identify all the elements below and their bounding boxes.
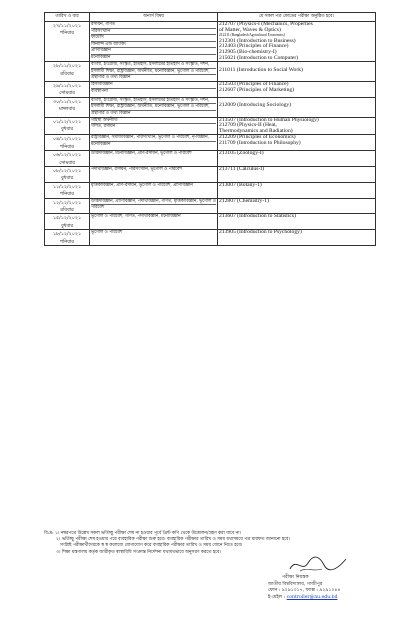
exam-code-line: 212607 (Principles of Marketing) <box>219 86 295 93</box>
exam-date: ১৮/১২/২০২১ <box>52 232 82 238</box>
exam-code-cell <box>218 62 376 82</box>
exam-code-line: 212403 (Principles of Finance) <box>219 43 289 50</box>
table-row <box>45 97 376 117</box>
exam-day: সোমবার <box>59 160 75 166</box>
exam-day: রবিবার <box>60 207 74 213</box>
honours-subject-line: গণিত, রসায়ন <box>91 124 116 130</box>
header-exam-code: যে সকল পত্র কোডের পরীক্ষা অনুষ্ঠিত হবে। <box>218 13 376 22</box>
honours-subject-line: মনোবিজ্ঞান <box>91 54 111 60</box>
exam-date: ২৮/১১/২০২১ <box>52 64 82 70</box>
exam-code-line: 212301 (Introduction to Business) <box>219 37 296 44</box>
exam-day: শনিবার <box>60 192 74 198</box>
signature-block <box>268 553 378 601</box>
exam-day: শনিবার <box>60 239 74 245</box>
honours-subject-line: গ্রন্থাগার ও তথ্য বিজ্ঞান <box>91 110 131 116</box>
date-cell <box>45 62 90 82</box>
table-row <box>45 135 376 151</box>
table-row <box>45 81 376 97</box>
exam-date: ৩০/১১/২০২১ <box>52 99 82 105</box>
table-row <box>45 214 376 230</box>
note-line: বি:দ্র: ১। নম্বরপত্রে উল্লেখ সকল ভর্তিচ্ছু পরীক্ষা শেষ না হওয়ার পূর্বে প্রিন্ট কপি থেকে উত্তোলন/গ্রহণ করা যাবে না। <box>44 531 242 536</box>
honours-subject-line: রসায়ন, গণিত <box>91 22 216 29</box>
honours-subject-line: বাংলা, ইংরেজি, সংস্কৃত, ইতিহাস, ইসলামের ইতিহাস ও সংস্কৃতি, দর্শন, <box>91 98 216 105</box>
header-honours-subject: অনার্স বিষয় <box>90 13 218 22</box>
exam-date: ১৫/১২/২০২১ <box>52 216 82 222</box>
exam-day: বুধবার <box>60 223 74 229</box>
exam-code-line: 212807 (Chemistry-1) <box>219 197 269 204</box>
exam-code-cell <box>218 230 376 246</box>
table-row <box>45 62 376 82</box>
exam-code-cell <box>218 198 376 214</box>
date-cell <box>45 97 90 117</box>
honours-subject-line: মৃত্তিকাবিজ্ঞান, প্রাণ-রসায়ন, ভূগোল ও পরিবেশ, প্রাণিবিজ্ঞান <box>91 182 193 188</box>
exam-date: ১১/১২/২০২১ <box>52 184 82 190</box>
header-date-day: তারিখ ও বার <box>45 13 90 22</box>
exam-code-line: 212707 (Physics-I (Mechanics, Properties <box>219 21 313 27</box>
exam-date: ২৭/১১/২০২১ <box>52 24 82 29</box>
exam-day: রবিবার <box>60 71 74 77</box>
honours-subject-cell <box>90 81 218 97</box>
honours-subject-line: ফিন্যান্স এন্ড ব্যাংকিং <box>91 42 216 49</box>
exam-day: বুধবার <box>60 126 74 132</box>
honours-subject-line: ইসলামী শিক্ষা, রাষ্ট্রবিজ্ঞান, অর্থনীতি, মনোবিজ্ঞান, ভূগোল ও পরিবেশ, <box>91 69 216 76</box>
exam-code-line: of Matter, Waves & Optics) <box>219 26 281 33</box>
honours-subject-cell <box>90 22 218 62</box>
honours-subject-cell <box>90 62 218 82</box>
date-cell <box>45 151 90 167</box>
exam-date: ১২/১২/২০২১ <box>52 200 82 206</box>
honours-subject-line: ভূগোল ও পরিবেশ <box>91 230 123 236</box>
exam-day: সোমবার <box>59 91 75 97</box>
exam-code-line: 213905 (Introduction to Psychology) <box>219 229 302 236</box>
exam-date: ০৪/১২/২০২১ <box>52 137 82 143</box>
exam-date: ২৯/১১/২০২১ <box>52 83 82 89</box>
honours-subject-line: ফার্মেসি <box>91 35 216 42</box>
signature-institution: জাতীয় বিশ্ববিদ্যালয়, গাজীপুর <box>268 581 323 587</box>
exam-day: বুধবার <box>60 176 74 182</box>
date-cell <box>45 166 90 182</box>
honours-subject-cell <box>90 182 218 198</box>
handwritten-signature <box>286 553 350 575</box>
signature-email-line <box>268 595 378 602</box>
exam-code-line: 213711 (Calculus-I) <box>219 165 264 172</box>
note-line: ৩। শিক্ষা মন্ত্রণালয় কর্তৃক জারীকৃত স্বাস্থ্যবিধি সংক্রান্ত নির্দেশনা যথাযথভাবে অনুসরণ করতে হবে। <box>56 549 221 555</box>
date-cell <box>45 135 90 151</box>
exam-code-cell <box>218 117 376 135</box>
honours-subject-cell <box>90 151 218 167</box>
table-header-row <box>45 13 376 22</box>
honours-subject-line: মনোবিজ্ঞান <box>91 141 111 147</box>
honours-subject-cell <box>90 117 218 135</box>
exam-code-cell <box>218 166 376 182</box>
signature-phone: ফোন : ৯২৯১০১৭, ফ্যাক্স : ৯২৯১০৪৪ <box>268 588 341 594</box>
exam-code-cell <box>218 22 376 62</box>
honours-subject-cell <box>90 230 218 246</box>
exam-code-line: 212709 (Physics-II (Heat, <box>219 122 277 129</box>
honours-subject-cell <box>90 166 218 182</box>
exam-schedule-table <box>44 12 376 246</box>
table-row <box>45 182 376 198</box>
exam-code-cell <box>218 135 376 151</box>
exam-code-line: 213507 (Introduction to Human Physiology) <box>219 116 319 123</box>
exam-code-cell <box>218 182 376 198</box>
exam-code-line: Thermodynamics and Radiation) <box>219 127 293 134</box>
exam-code-cell <box>218 97 376 117</box>
honours-subject-line: প্রাণিবিজ্ঞান <box>91 48 216 55</box>
table-row <box>45 151 376 167</box>
table-row <box>45 117 376 135</box>
date-cell <box>45 182 90 198</box>
honours-subject-line: গ্রন্থাগার ও তথ্য বিজ্ঞান <box>91 75 131 81</box>
exam-code-line: 211709 (Introduction to Philosophy) <box>219 139 301 146</box>
honours-subject-line: উদ্ভিদবিজ্ঞান, মনোবিজ্ঞান, প্রাণ-রসায়ন, ভূগোল ও পরিবেশ <box>91 151 192 157</box>
honours-subject-line: বাংলা, ইংরেজি, সংস্কৃত, ইতিহাস, ইসলামের ইতিহাস ও সংস্কৃতি, দর্শন, <box>91 62 216 69</box>
exam-code-line: 212009 (Introducing Sociology) <box>219 102 292 109</box>
exam-code-line: 213105 (Zoology-I) <box>219 150 264 157</box>
exam-code-line: 211011 (Introduction to Social Work) <box>219 66 303 73</box>
exam-code-line: 215021 (Introduction to Computer) <box>219 54 299 61</box>
date-cell <box>45 117 90 135</box>
note-line: সংশ্লিষ্ট পরীক্ষার্থীদেরকে স্ব স্ব কলেজে যোগাযোগ করে ব্যবহারিক পরীক্ষার তারিখ ও সময় জেনে নিতে হবে। <box>60 543 243 549</box>
honours-subject-line: পরিবেশ <box>91 205 105 211</box>
honours-subject-line: উদ্ভিদবিজ্ঞান, প্রাণিবিজ্ঞান, পদার্থবিজ্ঞান, গণিত, মৃত্তিকাবিজ্ঞান, ভূগোল ও <box>91 198 216 204</box>
date-cell <box>45 81 90 97</box>
honours-subject-line: ভূগোল ও পরিবেশ, গণিত, পদার্থবিজ্ঞান, মনোবিজ্ঞান <box>91 214 181 220</box>
exam-code-line: 212503 (Principles of Finance) <box>219 80 289 87</box>
signature-role: পরীক্ষা নিয়ন্ত্রক <box>282 575 309 580</box>
honours-subject-line: হিসাববিজ্ঞান <box>91 82 216 89</box>
email-label: ই-মেইল : <box>268 594 286 600</box>
table-row <box>45 198 376 214</box>
table-row <box>45 230 376 246</box>
exam-code-line: 213607 (Introduction to Statistics) <box>219 213 296 220</box>
honours-subject-line: ব্যবস্থাপনা <box>91 88 108 94</box>
email-link[interactable]: controller@nu.edu.bd <box>286 594 338 600</box>
exam-code-cell <box>218 151 376 167</box>
exam-date: ০১/১২/২০২১ <box>52 119 82 125</box>
honours-subject-line: গার্হস্থ্য অর্থনীতি <box>91 118 216 125</box>
honours-subject-cell <box>90 97 218 117</box>
exam-code-line: 212209 (Principles of Economics) <box>219 134 296 141</box>
exam-code-cell <box>218 81 376 97</box>
date-cell <box>45 198 90 214</box>
exam-code-line: 213007 (Botany-1) <box>219 181 262 188</box>
honours-subject-line: পরিসংখ্যান <box>91 29 216 36</box>
date-cell <box>45 214 90 230</box>
honours-subject-cell <box>90 135 218 151</box>
date-cell <box>45 230 90 246</box>
exam-code-line <box>219 73 374 79</box>
honours-subject-line: রাষ্ট্রবিজ্ঞান, সমাজবিজ্ঞান, পরিসংখ্যান, ভূগোল ও পরিবেশ, নৃ-বিজ্ঞান, <box>91 135 216 142</box>
exam-date: ০৮/১২/২০২১ <box>52 168 82 174</box>
table-row <box>45 22 376 62</box>
exam-date: ০৬/১২/২০২১ <box>52 153 82 159</box>
exam-day: মঙ্গলবার <box>58 107 76 113</box>
exam-day: শনিবার <box>60 144 74 150</box>
honours-subject-line: ইসলামী শিক্ষা, রাষ্ট্রবিজ্ঞান, অর্থনীতি, মনোবিজ্ঞান, ভূগোল ও পরিবেশ, <box>91 104 216 111</box>
exam-code-line <box>219 109 374 115</box>
exam-code-line: 212211 (Bangladesh Agricultural Economics) <box>219 33 285 38</box>
honours-subject-cell <box>90 198 218 214</box>
note-line: ২। ভর্তিচ্ছু পরীক্ষা শেষ হওয়ার পরে ব্যবহারিক পরীক্ষা শুরু হবে। ব্যবহারিক পরীক্ষার তারিখ ও সময় যথাসময়ে পত্র মারফত জানানো হবে। <box>56 537 291 543</box>
exam-code-cell <box>218 214 376 230</box>
honours-subject-cell <box>90 214 218 230</box>
exam-code-line: 212905 (Bio-chemistry-I) <box>219 48 277 55</box>
exam-day: শনিবার <box>60 31 74 37</box>
table-row <box>45 166 376 182</box>
honours-subject-line: পদার্থবিজ্ঞান, রসায়ন, পরিসংখ্যান, ভূগোল ও পরিবেশ <box>91 166 182 172</box>
date-cell <box>45 22 90 62</box>
